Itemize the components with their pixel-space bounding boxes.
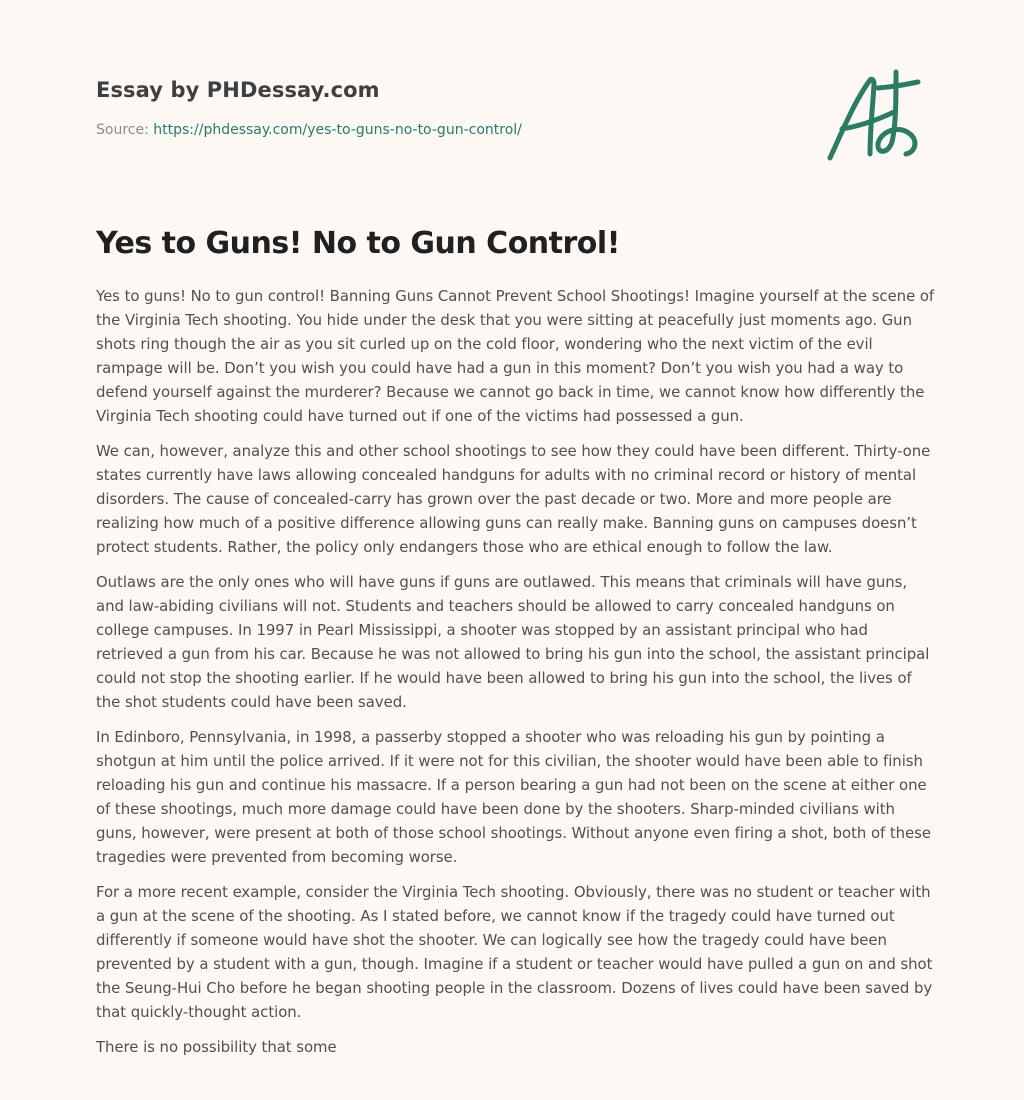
essay-paragraph: We can, however, analyze this and other school shootings to see how they could have been different. Thirty-one states currently have laws allowing concealed handguns for adults with no criminal record or history of mental disorders. The cause of concealed-carry has grown over the past decade or two. More and more people are realizing how much of a positive difference allowing guns can really make. Banning guns on campuses doesn’t protect students. Rather, the policy only endangers those who are ethical enough to follow the law. (96, 442, 931, 556)
essay-paragraph: In Edinboro, Pennsylvania, in 1998, a passerby stopped a shooter who was reloading his gun by pointing a shotgun at him until the police arrived. If it were not for this civilian, the shooter would have been able to finish reloading his gun and continue his massacre. If a person bearing a gun had not been on the scene at either one of these shootings, much more damage could have been done by the shooters. Sharp-minded civilians with guns, however, were present at both of those school shootings. Without anyone even firing a shot, both of these tragedies were prevented from becoming worse. (96, 728, 931, 866)
source-line (96, 120, 816, 140)
a-plus-logo (820, 66, 930, 166)
essay-paragraph: Yes to guns! No to gun control! Banning Guns Cannot Prevent School Shootings! Imagine yourself at the scene of the Virginia Tech shooting. You hide under the desk that you were sitting at peacefully just moments ago. Gun shots ring though the air as you sit curled up on the cold floor, wondering who the next victim of the evil rampage will be. Don’t you wish you could have had a gun in this moment? Don’t you wish you had a way to defend yourself against the murderer? Because we cannot go back in time, we cannot know how differently the Virginia Tech shooting could have turned out if one of the victims had possessed a gun. (96, 287, 935, 425)
essay-paragraph: Outlaws are the only ones who will have guns if guns are outlawed. This means that criminals will have guns, and law-abiding civilians will not. Students and teachers should be allowed to carry concealed handguns on college campuses. In 1997 in Pearl Mississippi, a shooter was stopped by an assistant principal who had retrieved a gun from his car. Because he was not allowed to bring his gun into the school, the assistant principal could not stop the shooting earlier. If he would have been allowed to bring his gun into the school, the lives of the shot students could have been saved. (96, 573, 930, 711)
page-header (96, 76, 816, 140)
source-label: Source: (96, 122, 154, 138)
source-link[interactable]: https://phdessay.com/yes-to-guns-no-to-gun-control/ (153, 122, 522, 138)
essay-title: Yes to Guns! No to Gun Control! (96, 226, 620, 261)
essay-paragraph: For a more recent example, consider the Virginia Tech shooting. Obviously, there was no student or teacher with a gun at the scene of the shooting. As I stated before, we cannot know if the tragedy could have turned out differently if someone would have shot the shooter. We can logically see how the tragedy could have been prevented by a student with a gun, though. Imagine if a student or teacher would have pulled a gun on and shot the Seung-Hui Cho before he began shooting people in the classroom. Dozens of lives could have been saved by that quickly-thought action. (96, 883, 933, 1021)
essay-paragraph: There is no possibility that some (96, 1038, 337, 1056)
essay-body (96, 284, 936, 1070)
site-brand: Essay by PHDessay.com (96, 78, 380, 102)
